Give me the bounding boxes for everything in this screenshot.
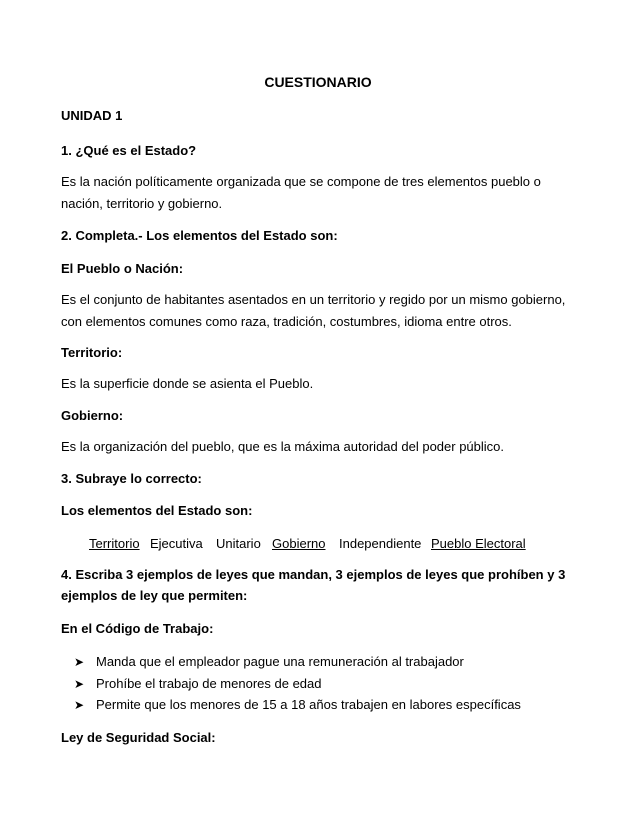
question-1: 1. ¿Qué es el Estado? <box>61 143 197 158</box>
question-4-line-1: 4. Escriba 3 ejemplos de leyes que mandan, 3 ejemplos de leyes que prohíben y 3 <box>61 567 566 582</box>
territorio-heading: Territorio: <box>61 345 123 360</box>
pueblo-heading: El Pueblo o Nación: <box>61 261 184 276</box>
list-item: ➤ Permite que los menores de 15 a 18 años trabajen en labores específicas <box>74 697 521 712</box>
pueblo-text-line-2: con elementos comunes como raza, tradición, costumbres, idioma entre otros. <box>61 314 512 329</box>
arrow-bullet-icon: ➤ <box>74 655 85 669</box>
codigo-heading: En el Código de Trabajo: <box>61 621 214 636</box>
question-4-line-2: ejemplos de ley que permiten: <box>61 588 248 603</box>
gobierno-heading: Gobierno: <box>61 408 124 423</box>
gobierno-text: Es la organización del pueblo, que es la máxima autoridad del poder público. <box>61 439 505 454</box>
list-item: ➤ Prohíbe el trabajo de menores de edad <box>74 676 322 691</box>
option-territorio: Territorio <box>89 536 140 551</box>
unit-heading: UNIDAD 1 <box>61 108 123 123</box>
list-item: ➤ Manda que el empleador pague una remuneración al trabajador <box>74 654 464 669</box>
elements-subheading: Los elementos del Estado son: <box>61 503 253 518</box>
pueblo-text-line-1: Es el conjunto de habitantes asentados en un territorio y regido por un mismo gobierno, <box>61 292 566 307</box>
option-pueblo-electoral: Pueblo Electoral <box>431 536 526 551</box>
option-ejecutiva: Ejecutiva <box>150 536 203 551</box>
answer-1-line-1: Es la nación políticamente organizada que se compone de tres elementos pueblo o <box>61 174 541 189</box>
seguridad-heading: Ley de Seguridad Social: <box>61 730 216 745</box>
territorio-text: Es la superficie donde se asienta el Pueblo. <box>61 376 314 391</box>
option-gobierno: Gobierno <box>272 536 326 551</box>
answer-1-line-2: nación, territorio y gobierno. <box>61 196 223 211</box>
arrow-bullet-icon: ➤ <box>74 698 85 712</box>
page-title: CUESTIONARIO <box>264 74 372 90</box>
arrow-bullet-icon: ➤ <box>74 677 85 691</box>
option-independiente: Independiente <box>339 536 422 551</box>
option-unitario: Unitario <box>216 536 261 551</box>
question-2: 2. Completa.- Los elementos del Estado son: <box>61 228 338 243</box>
question-3: 3. Subraye lo correcto: <box>61 471 202 486</box>
